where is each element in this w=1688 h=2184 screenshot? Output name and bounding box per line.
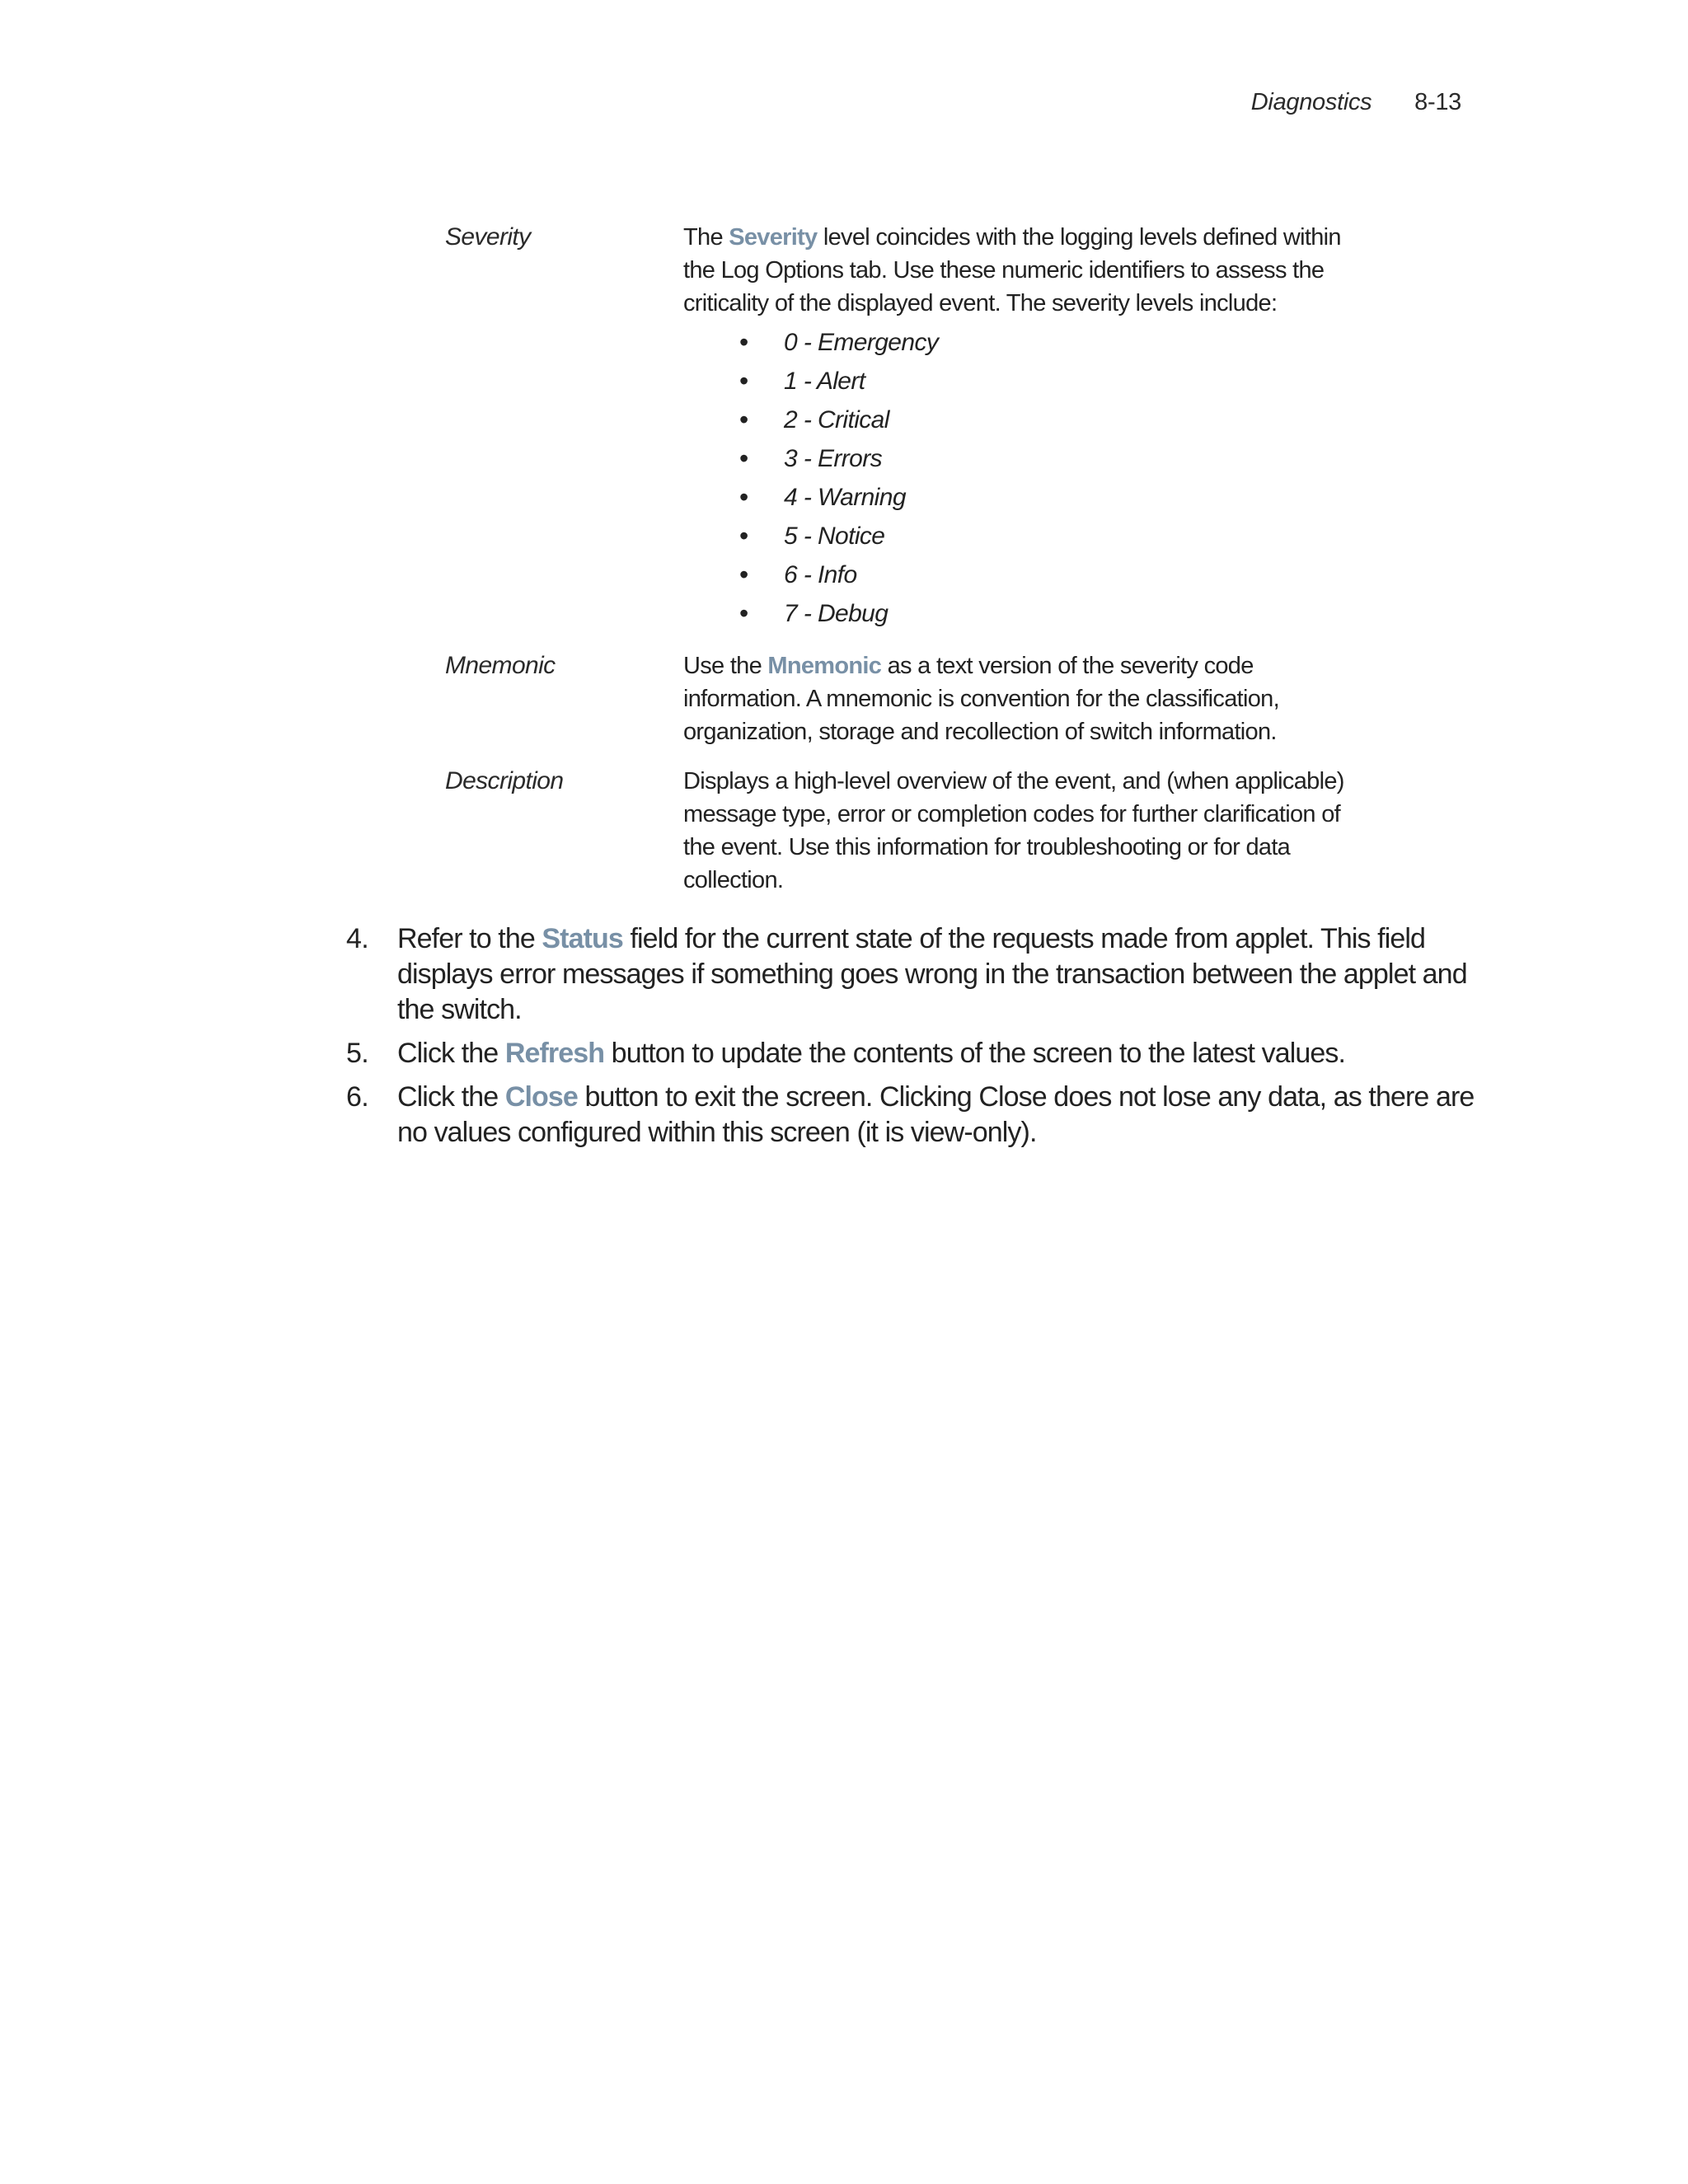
description-text: Use the <box>683 653 768 679</box>
highlighted-term: Refresh <box>504 1038 605 1069</box>
step-item <box>346 1036 1500 1071</box>
step-text-part: Click the <box>397 1081 505 1113</box>
highlighted-term: Close <box>504 1081 578 1113</box>
step-text-part: Refer to the <box>397 923 542 954</box>
field-definition-table <box>445 221 1426 913</box>
step-text-part: button to update the contents of the screen to the latest values. <box>604 1038 1346 1069</box>
highlighted-term: Severity <box>729 224 818 251</box>
step-text-part: field for the current state of the requests made from applet. This field displays error messages if something goes wrong in the transaction between the applet and the switch. <box>397 923 1467 1025</box>
table-row <box>445 765 1426 897</box>
term-severity: Severity <box>445 223 531 251</box>
procedure-steps <box>346 921 1500 1159</box>
list-item: • 3 - Errors <box>739 439 1359 478</box>
step-item <box>346 1080 1500 1151</box>
list-item: • 2 - Critical <box>739 401 1359 439</box>
description-text: The <box>683 224 729 251</box>
list-item: • 0 - Emergency <box>739 323 1359 362</box>
step-text-part: Click the <box>397 1038 505 1069</box>
step-item <box>346 921 1500 1028</box>
section-title: Diagnostics <box>1250 89 1372 115</box>
running-header <box>1251 89 1461 116</box>
list-item: • 7 - Debug <box>739 594 1359 633</box>
list-item: • 6 - Info <box>739 555 1359 594</box>
highlighted-term: Status <box>542 923 623 954</box>
page-number: 8-13 <box>1414 89 1461 115</box>
step-number: 5. <box>346 1038 369 1069</box>
description-text: as a text version of the severity code information. A mnemonic is convention for the classification, organization, storage and recollection of switch information. <box>683 653 1279 745</box>
term-description <box>683 649 1359 748</box>
list-item: • 4 - Warning <box>739 478 1359 517</box>
description-text: level coincides with the logging levels defined within the Log Options tab. Use these numeric identifiers to assess the criticality of the displayed event. The severity levels include: <box>683 224 1341 316</box>
step-text <box>397 1036 1345 1071</box>
list-item: • 5 - Notice <box>739 517 1359 555</box>
term-description <box>683 765 1359 897</box>
table-row <box>445 221 1426 633</box>
term-mnemonic: Mnemonic <box>445 652 556 679</box>
step-text <box>397 1080 1500 1151</box>
step-number: 6. <box>346 1081 369 1113</box>
severity-levels-list <box>683 323 1359 633</box>
step-text-part: button to exit the screen. Clicking Close does not lose any data, as there are no values configured within this screen (it is view-only). <box>397 1081 1475 1148</box>
step-text <box>397 921 1500 1028</box>
highlighted-term: Mnemonic <box>767 653 882 679</box>
list-item: • 1 - Alert <box>739 362 1359 401</box>
term-description <box>683 221 1359 633</box>
description-text: Displays a high-level overview of the event, and (when applicable) message type, error or completion codes for further clarification of the event. Use this information for troubleshooting or for data collection. <box>683 768 1344 893</box>
table-row <box>445 649 1426 748</box>
term-description-label: Description <box>445 767 564 794</box>
step-number: 4. <box>346 923 369 954</box>
